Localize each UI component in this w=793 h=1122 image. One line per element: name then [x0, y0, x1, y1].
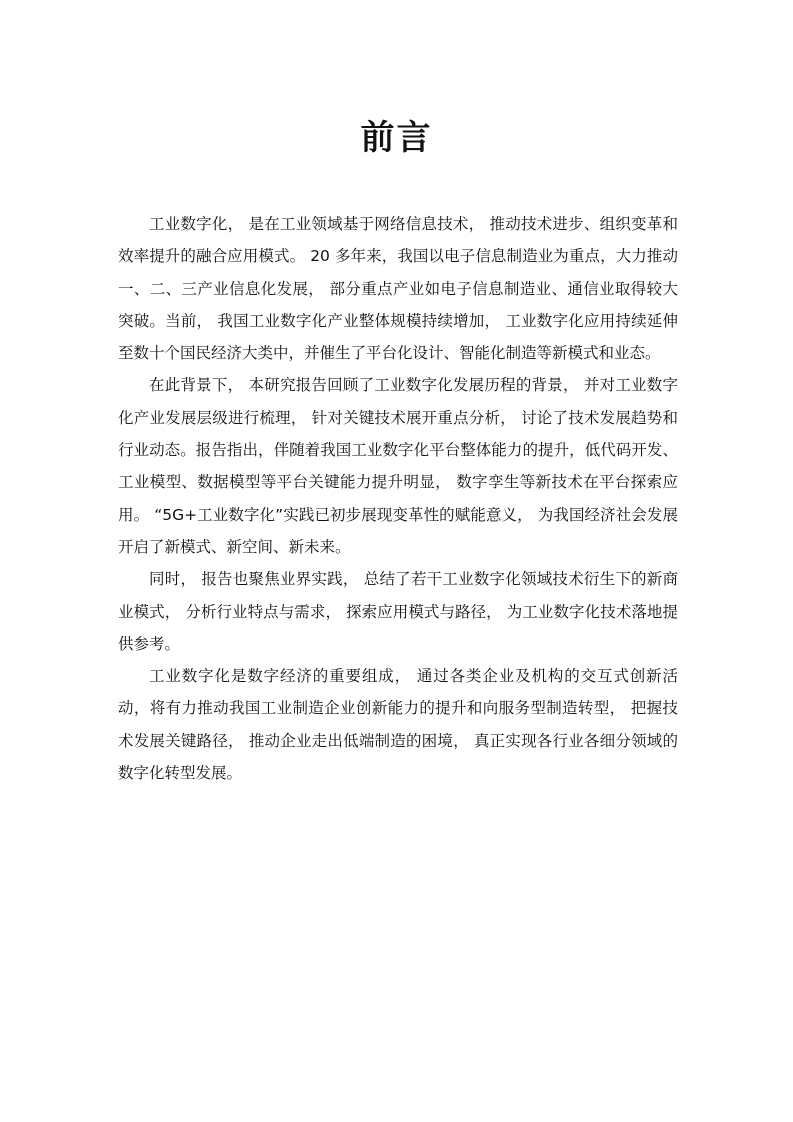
paragraph-2: 在此背景下， 本研究报告回顾了工业数字化发展历程的背景， 并对工业数字化产业发展层级进行梳理， 针对关键技术展开重点分析， 讨论了技术发展趋势和行业动态。报告指出，伴随着我国工业数字化平台整体能力的提升，低代码开发、工业模型、数据模型等平台关键能力提升明显， 数字孪生等新技术在平台探索应用。 “5G+工业数字化”实践已初步展现变革性的赋能意义， 为我国经济社会发展开启了新模式、新空间、新未来。 — [118, 376, 678, 556]
page-title: 前言 — [360, 118, 433, 158]
paragraph-1: 工业数字化， 是在工业领域基于网络信息技术， 推动技术进步、组织变革和效率提升的融合应用模式。 20 多年来，我国以电子信息制造业为重点，大力推动一、二、三产业信息化发展， 部分重点产业如电子信息制造业、通信业取得较大突破。当前， 我国工业数字化产业整体规模持续增加， 工业数字化应用持续延伸至数十个国民经济大类中，并催生了平台化设计、智能化制造等新模式和业态。 — [118, 215, 678, 363]
body-text — [118, 208, 678, 789]
paragraph-4: 工业数字化是数字经济的重要组成， 通过各类企业及机构的交互式创新活动，将有力推动我国工业制造企业创新能力的提升和向服务型制造转型， 把握技术发展关键路径， 推动企业走出低端制造的困境， 真正实现各行业各细分领域的数字化转型发展。 — [118, 667, 678, 783]
paragraph-3: 同时， 报告也聚焦业界实践， 总结了若干工业数字化领域技术衍生下的新商业模式， 分析行业特点与需求， 探索应用模式与路径， 为工业数字化技术落地提供参考。 — [118, 570, 678, 653]
